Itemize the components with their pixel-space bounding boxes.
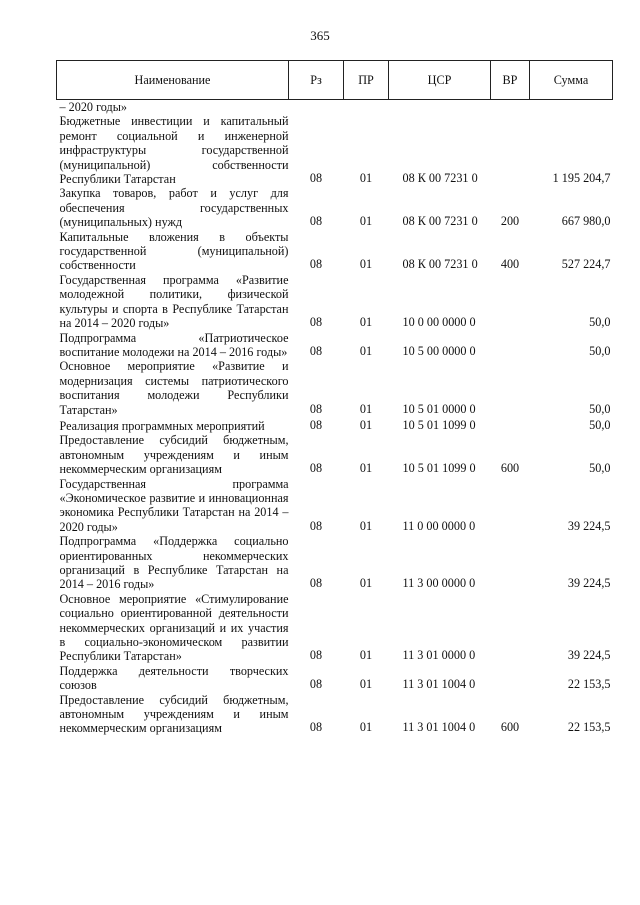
row-rz: 08 — [309, 518, 323, 533]
row-pr: 01 — [359, 518, 373, 533]
row-sum: 39 224,5 — [567, 518, 611, 533]
row-name: Капитальные вложения в объекты государственной (муниципальной) собственности — [59, 229, 289, 273]
table-row — [57, 664, 613, 693]
row-name: Подпрограмма «Патриотическое воспитание молодежи на 2014 – 2016 годы» — [59, 330, 289, 359]
page-number: 365 — [310, 28, 330, 43]
row-rz: 08 — [309, 257, 323, 272]
row-sum: 39 224,5 — [567, 576, 611, 591]
row-rz: 08 — [309, 648, 323, 663]
row-csr: 11 3 00 0000 0 — [402, 576, 476, 591]
row-sum: 50,0 — [589, 401, 611, 416]
row-pr: 01 — [359, 576, 373, 591]
row-csr: 11 3 01 1004 0 — [402, 720, 476, 735]
table-row — [57, 534, 613, 592]
header-sum: Сумма — [530, 61, 613, 100]
row-pr: 01 — [359, 257, 373, 272]
table-row — [57, 331, 613, 360]
row-pr: 01 — [359, 648, 373, 663]
row-sum: 527 224,7 — [561, 257, 611, 272]
row-rz — [289, 100, 344, 115]
row-rz: 08 — [309, 576, 323, 591]
row-csr: 10 5 01 1099 0 — [402, 417, 476, 432]
header-pr: ПР — [344, 61, 389, 100]
row-pr: 01 — [359, 417, 373, 432]
row-csr: 10 5 00 0000 0 — [402, 343, 476, 358]
row-sum — [530, 100, 613, 115]
row-vr — [491, 331, 530, 360]
row-vr: 600 — [500, 720, 520, 735]
row-rz: 08 — [309, 343, 323, 358]
row-name: Основное мероприятие «Стимулирование социально ориентированной деятельности некоммерческих организаций и их участия в социально-экономическом развитии Республики Татарстан» — [59, 591, 289, 664]
row-rz: 08 — [309, 214, 323, 229]
row-csr: 11 3 01 1004 0 — [402, 677, 476, 692]
row-rz: 08 — [309, 171, 323, 186]
row-name: – 2020 годы» — [59, 100, 127, 114]
row-pr: 01 — [359, 171, 373, 186]
row-name: Предоставление субсидий бюджетным, автономным учреждениям и иным некоммерческим организациям — [59, 692, 289, 736]
row-vr — [491, 592, 530, 664]
header-vr: ВР — [491, 61, 530, 100]
row-csr: 10 0 00 0000 0 — [402, 315, 476, 330]
row-rz: 08 — [309, 720, 323, 735]
row-pr: 01 — [359, 677, 373, 692]
row-name: Закупка товаров, работ и услуг для обеспечения государственных (муниципальных) нужд — [59, 186, 289, 230]
row-pr — [344, 100, 389, 115]
row-vr — [491, 664, 530, 693]
row-sum: 50,0 — [589, 315, 611, 330]
table-header-row — [57, 61, 613, 100]
table-row — [57, 114, 613, 186]
row-name: Государственная программа «Развитие молодежной политики, физической культуры и спорта в Республике Татарстан на 2014 – 2020 годы» — [59, 272, 289, 331]
row-pr: 01 — [359, 461, 373, 476]
row-vr — [491, 477, 530, 535]
row-rz: 08 — [309, 677, 323, 692]
header-rz: Рз — [289, 61, 344, 100]
table-row — [57, 186, 613, 229]
row-vr — [491, 534, 530, 592]
table-row — [57, 433, 613, 476]
table-row — [57, 359, 613, 417]
table-row — [57, 477, 613, 535]
row-sum: 22 153,5 — [567, 720, 611, 735]
row-csr: 10 5 01 1099 0 — [402, 461, 476, 476]
row-name: Предоставление субсидий бюджетным, автономным учреждениям и иным некоммерческим организациям — [59, 433, 289, 477]
row-name: Государственная программа «Экономическое развитие и инновационная экономика Республики Татарстан на 2014 – 2020 годы» — [59, 476, 289, 534]
row-csr: 11 0 00 0000 0 — [402, 518, 476, 533]
row-vr — [491, 359, 530, 417]
row-pr: 01 — [359, 343, 373, 358]
row-pr: 01 — [359, 720, 373, 735]
table-row — [57, 693, 613, 736]
row-sum: 50,0 — [589, 417, 611, 432]
row-vr — [491, 273, 530, 331]
table-row — [57, 417, 613, 433]
row-rz: 08 — [309, 461, 323, 476]
row-csr: 08 К 00 7231 0 — [402, 214, 478, 229]
row-sum: 39 224,5 — [567, 648, 611, 663]
row-vr — [491, 417, 530, 433]
row-sum: 1 195 204,7 — [552, 171, 611, 186]
row-sum: 22 153,5 — [567, 677, 611, 692]
table-row — [57, 230, 613, 273]
row-vr — [491, 114, 530, 186]
row-name: Реализация программных мероприятий — [59, 418, 265, 433]
row-name: Основное мероприятие «Развитие и модернизация системы патриотического воспитания молодежи Республики Татарстан» — [59, 359, 289, 417]
row-pr: 01 — [359, 401, 373, 416]
header-name: Наименование — [57, 61, 289, 100]
row-name: Бюджетные инвестиции и капитальный ремонт социальной и инженерной инфраструктуры государственной (муниципальной) собственности Республики Татарстан — [59, 114, 289, 187]
row-csr — [389, 100, 491, 115]
row-csr: 08 К 00 7231 0 — [402, 171, 478, 186]
row-rz: 08 — [309, 417, 323, 432]
row-vr: 400 — [500, 257, 520, 272]
row-csr: 10 5 01 0000 0 — [402, 401, 476, 416]
row-rz: 08 — [309, 401, 323, 416]
table-row — [57, 592, 613, 664]
row-sum: 50,0 — [589, 461, 611, 476]
budget-table — [56, 60, 613, 736]
row-vr — [491, 100, 530, 115]
header-csr: ЦСР — [389, 61, 491, 100]
row-rz: 08 — [309, 315, 323, 330]
row-name: Поддержка деятельности творческих союзов — [59, 663, 289, 693]
row-vr: 600 — [500, 461, 520, 476]
row-name: Подпрограмма «Поддержка социально ориентированных некоммерческих организаций в Республике Татарстан на 2014 – 2016 годы» — [59, 534, 289, 592]
table-row — [57, 273, 613, 331]
row-vr: 200 — [500, 214, 520, 229]
row-sum: 50,0 — [589, 343, 611, 358]
row-pr: 01 — [359, 315, 373, 330]
row-pr: 01 — [359, 214, 373, 229]
table-row — [57, 100, 613, 115]
row-sum: 667 980,0 — [561, 214, 611, 229]
row-csr: 11 3 01 0000 0 — [402, 648, 476, 663]
row-csr: 08 К 00 7231 0 — [402, 257, 478, 272]
